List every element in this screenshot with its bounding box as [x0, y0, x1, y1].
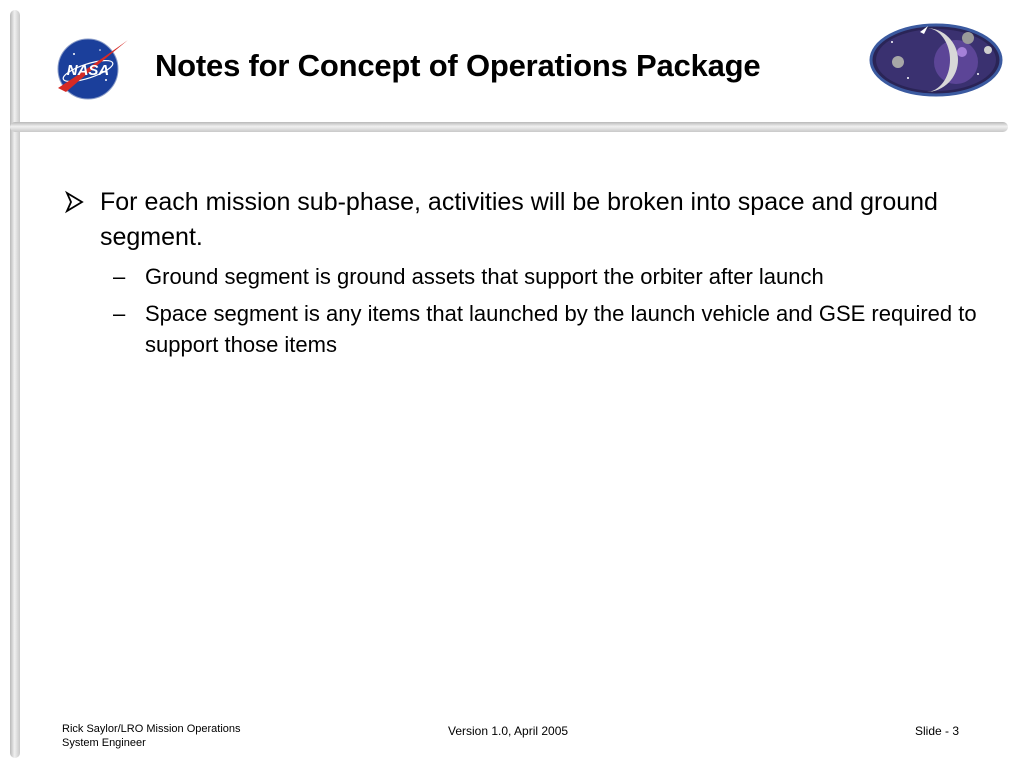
nasa-logo-text: NASA	[66, 62, 110, 79]
sub-bullet-text: Ground segment is ground assets that support the orbiter after launch	[145, 264, 824, 289]
footer-slide-number: Slide - 3	[915, 724, 960, 738]
footer-author-line1: Rick Saylor/LRO Mission Operations	[62, 723, 241, 735]
slide-body	[62, 185, 982, 360]
bullet-text: For each mission sub-phase, activities will be broken into space and ground segment.	[100, 188, 938, 251]
header-divider-bar	[10, 122, 1008, 132]
dash-bullet-marker: –	[113, 264, 126, 289]
dash-bullet-marker: –	[113, 301, 126, 326]
nasa-logo-icon	[52, 36, 130, 102]
sub-bullet-item	[62, 261, 982, 292]
slide-title: Notes for Concept of Operations Package	[155, 48, 761, 83]
footer-author-line2: System Engineer	[62, 737, 146, 749]
footer-author	[62, 722, 241, 750]
footer-version: Version 1.0, April 2005	[448, 724, 569, 738]
sub-bullet-text: Space segment is any items that launched by the launch vehicle and GSE required to support those items	[145, 301, 977, 357]
arrow-bullet-icon	[64, 190, 86, 214]
sub-bullet-item	[62, 298, 982, 360]
lro-mission-logo-icon	[868, 22, 1004, 98]
bullet-item	[62, 185, 982, 255]
